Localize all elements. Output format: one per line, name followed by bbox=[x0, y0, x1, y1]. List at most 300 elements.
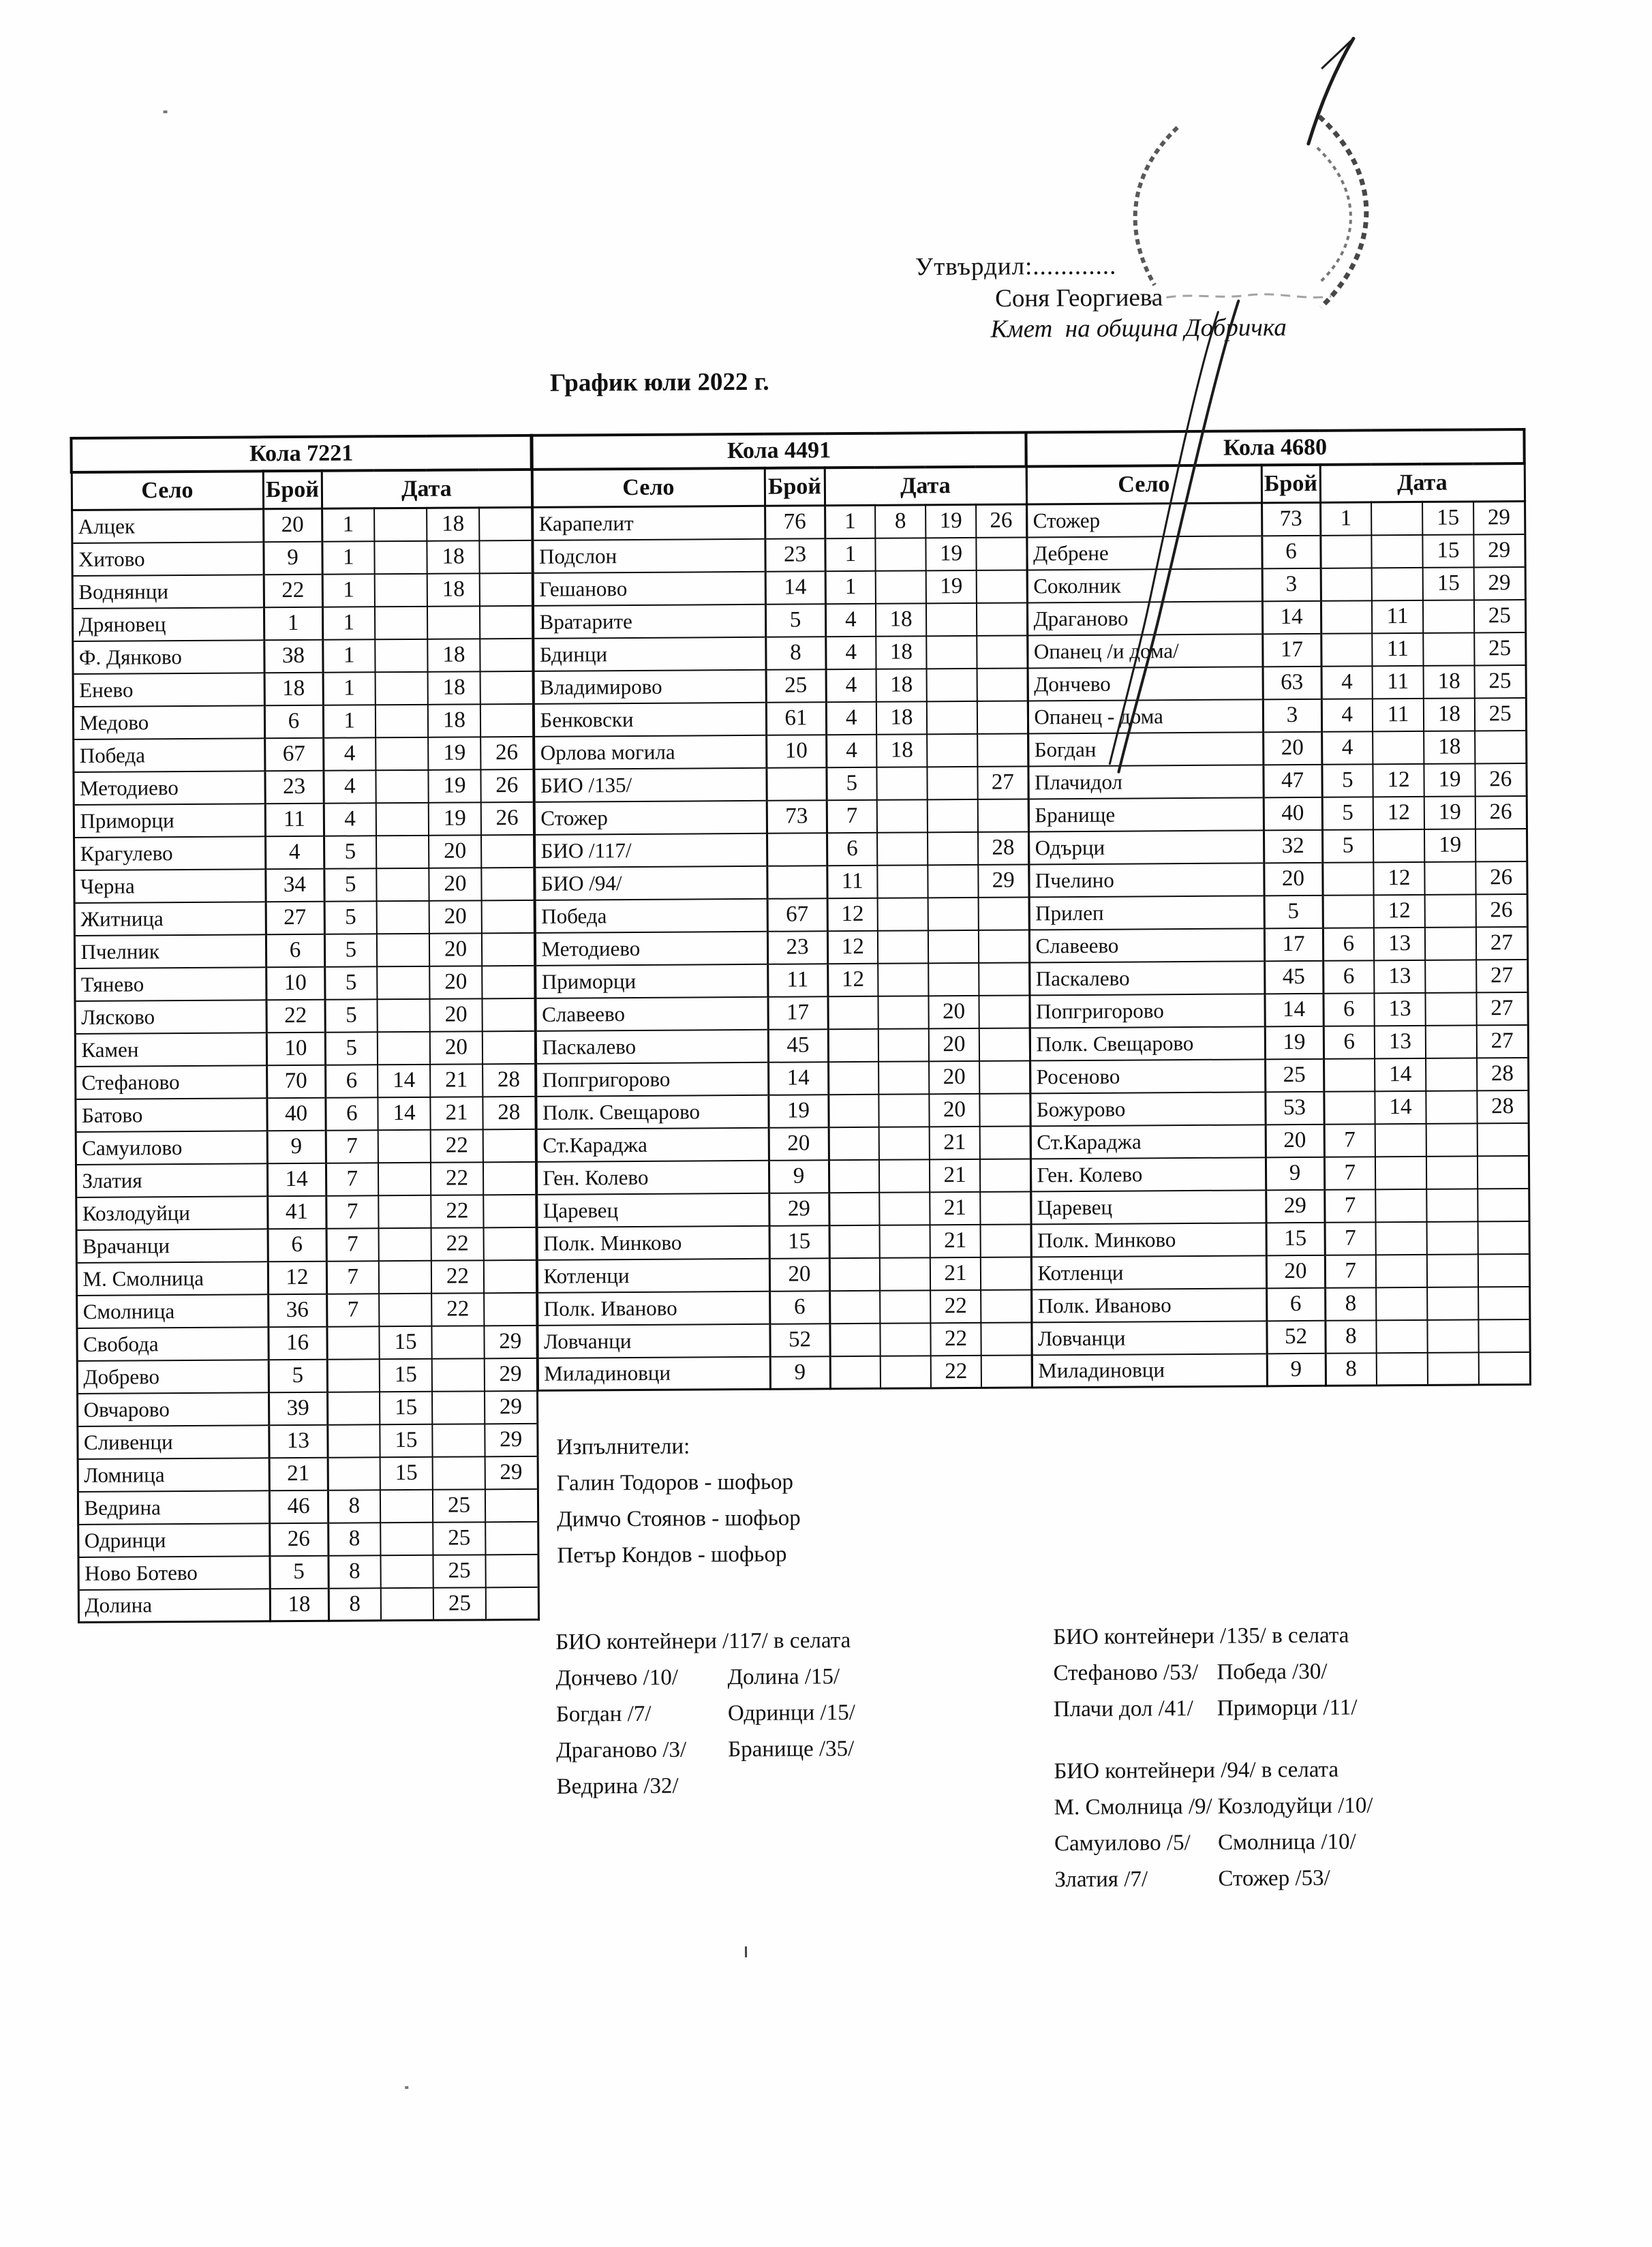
bio-section-135 bbox=[1053, 1617, 1364, 1728]
date-cell: 1 bbox=[1320, 502, 1371, 535]
date-cell bbox=[481, 867, 534, 900]
date-cell bbox=[880, 1225, 930, 1257]
table-row bbox=[1031, 1286, 1529, 1321]
village-cell: Енево bbox=[73, 673, 264, 707]
date-cell bbox=[1426, 1058, 1477, 1090]
bio-village-line: Победа /30/ bbox=[1217, 1659, 1328, 1685]
count-cell: 6 bbox=[264, 705, 323, 738]
table-row bbox=[76, 1129, 536, 1164]
date-cell: 18 bbox=[427, 508, 479, 540]
date-cell bbox=[480, 605, 532, 638]
bio-section-94 bbox=[1054, 1752, 1380, 1898]
date-cell bbox=[483, 1194, 536, 1227]
date-cell: 26 bbox=[1475, 763, 1526, 795]
date-cell bbox=[878, 1061, 929, 1094]
count-cell: 73 bbox=[767, 800, 827, 834]
date-cell: 12 bbox=[1373, 861, 1424, 894]
count-cell: 52 bbox=[769, 1324, 829, 1357]
date-cell bbox=[483, 1129, 536, 1161]
date-cell: 22 bbox=[930, 1289, 981, 1322]
count-cell: 38 bbox=[264, 639, 322, 673]
count-cell: 19 bbox=[768, 1095, 828, 1128]
date-cell: 7 bbox=[1324, 1124, 1375, 1157]
date-cell: 26 bbox=[1475, 861, 1527, 893]
date-cell: 22 bbox=[431, 1162, 483, 1195]
date-cell bbox=[374, 508, 427, 540]
date-cell: 6 bbox=[1324, 1026, 1375, 1058]
date-cell: 12 bbox=[1374, 894, 1425, 927]
date-cell bbox=[1423, 600, 1474, 632]
bio-village-line: Одринци /15/ bbox=[727, 1700, 855, 1726]
date-cell: 29 bbox=[1473, 501, 1525, 534]
count-cell: 9 bbox=[769, 1160, 829, 1193]
date-cell bbox=[829, 1127, 879, 1159]
bio-section-117 bbox=[555, 1623, 863, 1805]
table-row bbox=[533, 570, 1027, 605]
table-row bbox=[76, 1292, 536, 1328]
date-cell bbox=[1426, 1123, 1478, 1156]
village-cell: Медово bbox=[73, 705, 264, 739]
date-cell bbox=[1426, 1189, 1478, 1221]
village-cell: Черна bbox=[74, 869, 265, 903]
date-cell bbox=[378, 1129, 431, 1162]
date-cell: 25 bbox=[1475, 664, 1526, 697]
count-cell: 15 bbox=[769, 1225, 829, 1259]
count-cell: 5 bbox=[765, 604, 825, 637]
table-row bbox=[536, 1093, 1030, 1129]
village-cell: Дряновец bbox=[72, 607, 264, 641]
date-cell bbox=[878, 898, 928, 930]
village-cell: Победа bbox=[535, 898, 767, 932]
date-cell: 28 bbox=[483, 1063, 535, 1096]
count-cell: 6 bbox=[266, 934, 324, 967]
date-cell bbox=[977, 602, 1027, 635]
date-cell bbox=[1321, 600, 1372, 633]
table-row bbox=[1028, 763, 1526, 798]
date-cell bbox=[1376, 1254, 1427, 1287]
village-cell: Ломница bbox=[78, 1458, 269, 1492]
date-cell: 14 bbox=[378, 1064, 430, 1097]
table-row bbox=[1026, 501, 1525, 536]
date-cell: 8 bbox=[1325, 1320, 1376, 1353]
count-cell: 18 bbox=[270, 1588, 328, 1621]
village-cell: Опанец /и дома/ bbox=[1027, 634, 1262, 668]
count-cell: 32 bbox=[1264, 829, 1322, 863]
date-cell: 5 bbox=[325, 1032, 378, 1065]
date-cell: 7 bbox=[326, 1163, 378, 1195]
date-cell: 18 bbox=[876, 734, 927, 767]
village-cell: Врачанци bbox=[76, 1229, 268, 1263]
village-cell: Ведрина bbox=[78, 1491, 269, 1525]
date-cell: 20 bbox=[429, 933, 482, 966]
date-cell bbox=[828, 1094, 878, 1127]
table-row bbox=[1027, 566, 1525, 602]
date-cell: 6 bbox=[1323, 960, 1374, 993]
date-cell: 12 bbox=[1373, 763, 1424, 796]
date-cell: 19 bbox=[1424, 829, 1475, 861]
date-cell bbox=[376, 769, 428, 802]
table-row bbox=[73, 671, 533, 706]
date-cell: 1 bbox=[825, 570, 876, 603]
count-cell: 53 bbox=[1265, 1091, 1324, 1125]
date-cell bbox=[981, 1257, 1031, 1289]
date-cell bbox=[1322, 862, 1373, 895]
count-cell: 11 bbox=[265, 803, 324, 836]
count-cell: 10 bbox=[266, 1032, 325, 1065]
date-cell: 19 bbox=[926, 537, 976, 570]
count-cell: 45 bbox=[1264, 960, 1323, 994]
date-cell bbox=[482, 900, 534, 932]
date-cell bbox=[485, 1488, 538, 1521]
table-row bbox=[78, 1587, 538, 1622]
village-cell: Владимирово bbox=[534, 669, 766, 703]
table-row bbox=[1032, 1351, 1530, 1387]
date-cell bbox=[829, 1225, 880, 1257]
date-cell: 5 bbox=[324, 999, 377, 1032]
date-cell: 4 bbox=[826, 701, 876, 734]
village-cell: Сливенци bbox=[77, 1425, 269, 1459]
village-cell: Славеево bbox=[535, 996, 767, 1030]
date-cell: 27 bbox=[1477, 1024, 1528, 1057]
count-cell: 14 bbox=[1262, 600, 1321, 634]
date-cell: 14 bbox=[378, 1097, 430, 1129]
date-cell: 6 bbox=[1323, 928, 1374, 960]
table-row bbox=[1028, 730, 1526, 765]
date-cell bbox=[979, 1093, 1030, 1126]
date-cell bbox=[1426, 1025, 1477, 1058]
date-cell bbox=[484, 1292, 536, 1325]
date-cell bbox=[378, 1195, 431, 1227]
date-header: Дата bbox=[1320, 463, 1525, 502]
village-cell: Ст.Караджа bbox=[1030, 1125, 1266, 1159]
count-cell: 70 bbox=[266, 1065, 325, 1098]
table-row bbox=[534, 831, 1028, 867]
village-cell: Дончево bbox=[1028, 667, 1263, 701]
date-cell: 25 bbox=[433, 1555, 485, 1587]
count-cell: 45 bbox=[768, 1029, 828, 1063]
count-cell: 10 bbox=[266, 966, 324, 1000]
count-cell bbox=[767, 866, 827, 899]
stamp-right-arc-inner bbox=[1317, 148, 1351, 282]
approver-role: Кмет на община Добричка bbox=[990, 314, 1287, 343]
date-cell bbox=[1428, 1352, 1479, 1385]
date-cell bbox=[979, 962, 1029, 995]
table-row bbox=[78, 1456, 538, 1491]
date-cell: 22 bbox=[431, 1293, 484, 1326]
date-cell bbox=[380, 1522, 433, 1555]
date-cell bbox=[977, 701, 1028, 733]
date-cell: 15 bbox=[1422, 502, 1473, 534]
date-cell: 18 bbox=[876, 603, 926, 636]
date-cell: 25 bbox=[433, 1522, 485, 1555]
bio-village-line: Богдан /7/ bbox=[555, 1701, 652, 1727]
table-row bbox=[1027, 599, 1525, 635]
count-cell: 11 bbox=[767, 964, 827, 997]
bio-117-columns bbox=[555, 1659, 862, 1805]
table-row bbox=[538, 1355, 1032, 1390]
bio-village-line: Дончево /10/ bbox=[555, 1665, 679, 1691]
table-row bbox=[534, 733, 1028, 769]
table-row bbox=[75, 1030, 535, 1066]
date-cell: 29 bbox=[484, 1325, 536, 1358]
date-cell bbox=[1324, 1058, 1375, 1091]
scan-speck bbox=[745, 1946, 747, 1957]
date-cell bbox=[376, 802, 429, 835]
date-cell bbox=[877, 799, 928, 832]
date-cell bbox=[980, 1191, 1030, 1224]
bio-135-right-column bbox=[1217, 1653, 1364, 1726]
table-row bbox=[1027, 632, 1525, 667]
date-cell: 1 bbox=[323, 705, 376, 737]
bio-village-line: Плачи дол /41/ bbox=[1053, 1696, 1194, 1722]
date-cell: 26 bbox=[480, 736, 533, 769]
date-cell bbox=[1375, 1123, 1426, 1156]
date-cell: 29 bbox=[485, 1390, 537, 1423]
date-cell: 29 bbox=[485, 1456, 538, 1488]
date-cell: 14 bbox=[1375, 1090, 1426, 1123]
executor-line: Петър Кондов - шофьор bbox=[557, 1542, 787, 1568]
table-row bbox=[534, 701, 1028, 736]
date-cell bbox=[880, 1290, 930, 1323]
count-cell: 12 bbox=[268, 1261, 326, 1294]
date-cell bbox=[980, 1126, 1030, 1159]
date-cell bbox=[927, 766, 977, 799]
table-row bbox=[76, 1325, 536, 1360]
date-cell bbox=[979, 995, 1029, 1028]
count-cell: 6 bbox=[769, 1291, 829, 1324]
date-cell: 18 bbox=[427, 639, 480, 671]
table-row bbox=[537, 1224, 1031, 1259]
date-cell bbox=[375, 639, 427, 671]
date-cell bbox=[1372, 567, 1423, 600]
table-row bbox=[74, 932, 534, 968]
date-cell: 8 bbox=[1325, 1287, 1376, 1320]
bio-village-line: Златия /7/ bbox=[1054, 1867, 1148, 1893]
count-cell: 52 bbox=[1266, 1320, 1325, 1354]
date-cell: 13 bbox=[1374, 960, 1425, 992]
count-cell: 9 bbox=[1266, 1157, 1324, 1190]
date-cell bbox=[485, 1521, 538, 1554]
date-cell bbox=[977, 635, 1027, 668]
date-cell bbox=[880, 1257, 930, 1290]
village-cell: Лясково bbox=[74, 1000, 266, 1034]
date-cell bbox=[1320, 535, 1371, 568]
signature-tail bbox=[1150, 294, 1331, 301]
date-cell bbox=[377, 900, 429, 933]
date-cell bbox=[927, 701, 977, 733]
date-cell: 13 bbox=[1374, 927, 1425, 960]
date-cell: 19 bbox=[428, 737, 480, 769]
village-cell: БИО /94/ bbox=[534, 866, 767, 900]
count-cell: 8 bbox=[765, 637, 825, 670]
date-cell bbox=[377, 933, 429, 966]
table-row bbox=[536, 1126, 1030, 1161]
date-cell: 4 bbox=[324, 803, 376, 836]
car-title: Кола 4680 bbox=[1026, 429, 1524, 466]
date-cell: 20 bbox=[928, 995, 979, 1028]
count-cell: 14 bbox=[765, 571, 825, 605]
date-cell bbox=[1425, 992, 1476, 1025]
date-cell: 29 bbox=[485, 1423, 537, 1456]
date-cell: 11 bbox=[1372, 600, 1423, 632]
date-cell: 25 bbox=[433, 1587, 486, 1620]
village-cell: Дебрене bbox=[1026, 536, 1261, 570]
village-cell: Попгригорово bbox=[536, 1062, 768, 1096]
date-cell: 4 bbox=[825, 636, 876, 669]
date-cell bbox=[828, 1028, 878, 1061]
date-cell bbox=[976, 537, 1026, 570]
date-cell bbox=[1371, 534, 1422, 567]
table-row bbox=[1031, 1253, 1529, 1289]
village-cell: Ф. Дянково bbox=[72, 640, 264, 674]
date-cell: 20 bbox=[929, 1028, 979, 1060]
village-cell: М. Смолница bbox=[76, 1262, 268, 1296]
date-cell: 28 bbox=[1477, 1090, 1528, 1122]
village-cell: Одринци bbox=[78, 1523, 269, 1557]
date-cell bbox=[378, 1031, 430, 1064]
table-row bbox=[75, 1096, 535, 1131]
date-cell bbox=[376, 835, 429, 868]
date-cell: 7 bbox=[1325, 1255, 1376, 1287]
stamp-left-arc bbox=[1135, 127, 1178, 285]
date-cell: 7 bbox=[326, 1228, 379, 1261]
date-cell: 15 bbox=[1422, 534, 1473, 567]
signature-flick-barb bbox=[1321, 39, 1353, 69]
village-cell: Полк. Минково bbox=[1031, 1223, 1266, 1257]
village-cell: Камен bbox=[75, 1033, 266, 1067]
date-cell bbox=[981, 1355, 1032, 1388]
table-row bbox=[76, 1194, 536, 1229]
village-cell: Бдинци bbox=[533, 637, 765, 671]
date-cell: 25 bbox=[1475, 697, 1526, 730]
date-cell: 21 bbox=[930, 1257, 981, 1289]
table-row bbox=[74, 998, 534, 1033]
village-cell: Подслон bbox=[532, 538, 765, 572]
table-row bbox=[77, 1390, 537, 1426]
date-cell bbox=[376, 704, 428, 737]
table-row bbox=[533, 602, 1027, 638]
date-cell bbox=[981, 1322, 1031, 1355]
village-header: Село bbox=[532, 468, 765, 508]
date-cell: 5 bbox=[324, 836, 376, 868]
village-cell: Полк. Иваново bbox=[537, 1291, 769, 1325]
date-cell bbox=[1427, 1287, 1478, 1319]
count-cell: 9 bbox=[770, 1356, 830, 1390]
bio-94-left-column bbox=[1054, 1789, 1219, 1898]
village-cell: Орлова могила bbox=[534, 735, 766, 769]
table-row bbox=[1029, 893, 1527, 929]
count-cell: 4 bbox=[265, 836, 324, 869]
table-row bbox=[1030, 1188, 1529, 1223]
village-cell: Богдан bbox=[1028, 732, 1263, 766]
date-cell: 4 bbox=[1321, 731, 1373, 764]
date-cell bbox=[830, 1356, 881, 1388]
count-cell: 3 bbox=[1263, 699, 1321, 732]
date-cell: 29 bbox=[1474, 566, 1525, 599]
date-cell: 20 bbox=[429, 998, 482, 1031]
village-cell: Овчарово bbox=[77, 1392, 269, 1426]
table-row bbox=[536, 1060, 1030, 1096]
count-cell: 20 bbox=[1266, 1124, 1324, 1157]
date-cell bbox=[484, 1227, 536, 1259]
count-cell: 34 bbox=[265, 868, 324, 902]
date-cell: 21 bbox=[930, 1191, 980, 1224]
count-header: Брой bbox=[1261, 465, 1320, 503]
schedule-table bbox=[1024, 428, 1531, 1388]
executors-title: Изпълнители: bbox=[556, 1434, 690, 1460]
date-cell: 1 bbox=[322, 541, 374, 574]
date-cell: 5 bbox=[1322, 829, 1373, 862]
date-cell bbox=[379, 1227, 431, 1260]
date-cell bbox=[432, 1358, 485, 1391]
date-cell: 1 bbox=[322, 574, 375, 607]
table-row bbox=[78, 1488, 538, 1524]
date-cell: 1 bbox=[825, 505, 875, 538]
date-cell bbox=[327, 1424, 380, 1457]
date-cell: 28 bbox=[483, 1096, 535, 1129]
date-cell: 4 bbox=[826, 734, 876, 767]
village-cell: Хитово bbox=[72, 542, 263, 576]
date-cell bbox=[977, 733, 1028, 766]
village-cell: Одърци bbox=[1028, 830, 1264, 864]
village-cell: Гешаново bbox=[533, 571, 765, 605]
date-cell bbox=[1475, 730, 1526, 763]
date-cell bbox=[977, 668, 1028, 701]
date-cell: 8 bbox=[1326, 1353, 1377, 1386]
date-cell bbox=[377, 966, 429, 998]
count-header: Брой bbox=[263, 471, 322, 509]
date-cell: 5 bbox=[1321, 764, 1373, 797]
date-cell bbox=[1427, 1254, 1478, 1287]
bio-94-right-column bbox=[1218, 1788, 1381, 1897]
table-row bbox=[78, 1554, 538, 1589]
date-cell bbox=[431, 1326, 484, 1358]
village-cell: Карапелит bbox=[532, 506, 765, 540]
village-cell: Златия bbox=[76, 1163, 267, 1197]
approval-line: Утвърдил:............ bbox=[915, 251, 1117, 281]
count-cell: 9 bbox=[1267, 1353, 1326, 1386]
village-cell: Методиево bbox=[535, 931, 767, 965]
date-cell bbox=[1377, 1352, 1428, 1385]
bio-village-line: Козлодуйци /10/ bbox=[1217, 1793, 1373, 1819]
date-cell bbox=[1321, 568, 1372, 600]
date-cell bbox=[377, 998, 429, 1031]
date-cell: 20 bbox=[429, 966, 482, 998]
date-cell bbox=[879, 1192, 930, 1225]
village-cell: Приморци bbox=[74, 804, 265, 838]
table-row bbox=[1030, 1057, 1528, 1092]
date-cell bbox=[928, 897, 979, 930]
count-cell: 46 bbox=[269, 1490, 328, 1523]
date-cell bbox=[1475, 828, 1527, 861]
date-cell: 13 bbox=[1375, 1025, 1426, 1058]
village-cell: Божурово bbox=[1030, 1092, 1265, 1126]
date-cell: 22 bbox=[431, 1195, 483, 1227]
bio-village-line: М. Смолница /9/ bbox=[1054, 1794, 1212, 1820]
date-cell: 18 bbox=[876, 669, 927, 701]
date-cell bbox=[977, 570, 1027, 602]
table-row bbox=[1028, 828, 1527, 863]
date-cell: 18 bbox=[876, 701, 927, 734]
table-row bbox=[1030, 1155, 1529, 1191]
village-cell: Крагулево bbox=[74, 836, 265, 870]
table-row bbox=[535, 897, 1029, 932]
date-cell: 8 bbox=[328, 1555, 380, 1588]
stamp-right-arc-outer bbox=[1319, 116, 1367, 307]
count-cell: 76 bbox=[765, 506, 825, 539]
count-cell: 1 bbox=[264, 607, 322, 640]
date-cell: 6 bbox=[325, 1065, 378, 1097]
